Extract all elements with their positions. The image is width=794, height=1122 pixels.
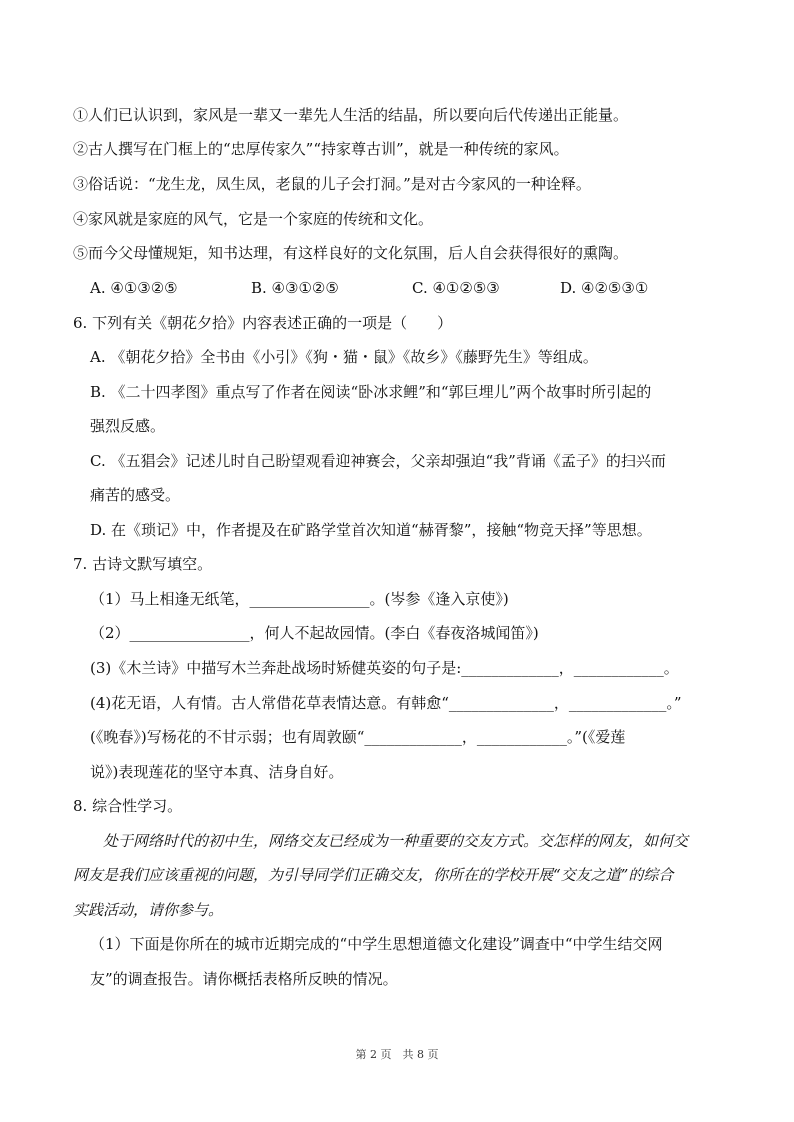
q5-option-a: A. ④①③②⑤ — [90, 279, 178, 297]
q7-stem: 7. 古诗文默写填空。 — [73, 555, 213, 573]
statement-5: ⑤而今父母懂规矩，知书达理，有这样良好的文化氛围，后人自会获得很好的熏陶。 — [73, 244, 629, 262]
q8-sub-1: （1）下面是你所在的城市近期完成的“中学生思想道德文化建设”调查中“中学生结交网 — [90, 935, 663, 953]
q5-option-b: B. ④③①②⑤ — [251, 279, 339, 297]
page-footer: 第 2 页 共 8 页 — [355, 1048, 439, 1061]
q6-option-c-cont: 痛苦的感受。 — [90, 486, 181, 504]
q6-option-b: B. 《二十四孝图》重点写了作者在阅读“卧冰求鲤”和“郭巨埋儿”两个故事时所引起的 — [90, 383, 652, 401]
statement-3: ③俗话说：“龙生龙，凤生凤，老鼠的儿子会打洞。”是对古今家风的一种诠释。 — [73, 175, 591, 193]
q8-intro-line-2: 网友是我们应该重视的问题，为引导同学们正确交友，你所在的学校开展“交友之道”的综合 — [73, 866, 674, 884]
q6-option-c: C. 《五猖会》记述儿时自己盼望观看迎神赛会，父亲却强迫“我”背诵《孟子》的扫兴而 — [90, 452, 666, 470]
statement-4: ④家风就是家庭的风气，它是一个家庭的传统和文化。 — [73, 210, 434, 228]
q7-blank-4: (4)花无语，人有情。古人常借花草表情达意。有韩愈“______________，_____________。” — [90, 694, 682, 712]
q8-stem: 8. 综合性学习。 — [73, 797, 183, 815]
statement-2: ②古人撰写在门框上的“忠厚传家久”“持家尊古训”，就是一种传统的家风。 — [73, 140, 569, 158]
q8-intro-line-1: 处于网络时代的初中生，网络交友已经成为一种重要的交友方式。交怎样的网友，如何交 — [103, 832, 689, 850]
q6-option-b-cont: 强烈反感。 — [90, 417, 166, 435]
q7-blank-3: (3)《木兰诗》中描写木兰奔赴战场时矫健英姿的句子是:_____________，____________。 — [90, 659, 679, 677]
q8-sub-1-cont: 友”的调查报告。请你概括表格所反映的情况。 — [90, 970, 398, 988]
q5-option-c: C. ④①②⑤③ — [412, 279, 500, 297]
q7-blank-4-cont: (《晚春》)写杨花的不甘示弱；也有周敦颐“_____________，____________。”(《爱莲 — [90, 728, 626, 746]
q5-option-d: D. ④②⑤③① — [560, 279, 649, 297]
q6-stem: 6. 下列有关《朝花夕拾》内容表述正确的一项是（ ） — [73, 314, 453, 332]
q6-option-d: D. 在《琐记》中，作者提及在矿路学堂首次知道“赫胥黎”，接触“物竞天择”等思想。 — [90, 521, 652, 539]
statement-1: ①人们已认识到，家风是一辈又一辈先人生活的结晶，所以要向后代传递出正能量。 — [73, 106, 629, 124]
q6-option-a: A. 《朝花夕拾》全书由《小引》《狗・猫・鼠》《故乡》《藤野先生》等组成。 — [90, 348, 598, 366]
q8-intro-line-3: 实践活动，请你参与。 — [73, 901, 224, 919]
q7-blank-4-end: 说》)表现莲花的坚守本真、洁身自好。 — [90, 763, 344, 781]
q7-blank-2: （2）________________，何人不起故园情。(李白《春夜洛城闻笛》) — [90, 624, 539, 642]
q7-blank-1: （1）马上相逢无纸笔，________________。(岑参《逢入京使》) — [90, 590, 509, 608]
